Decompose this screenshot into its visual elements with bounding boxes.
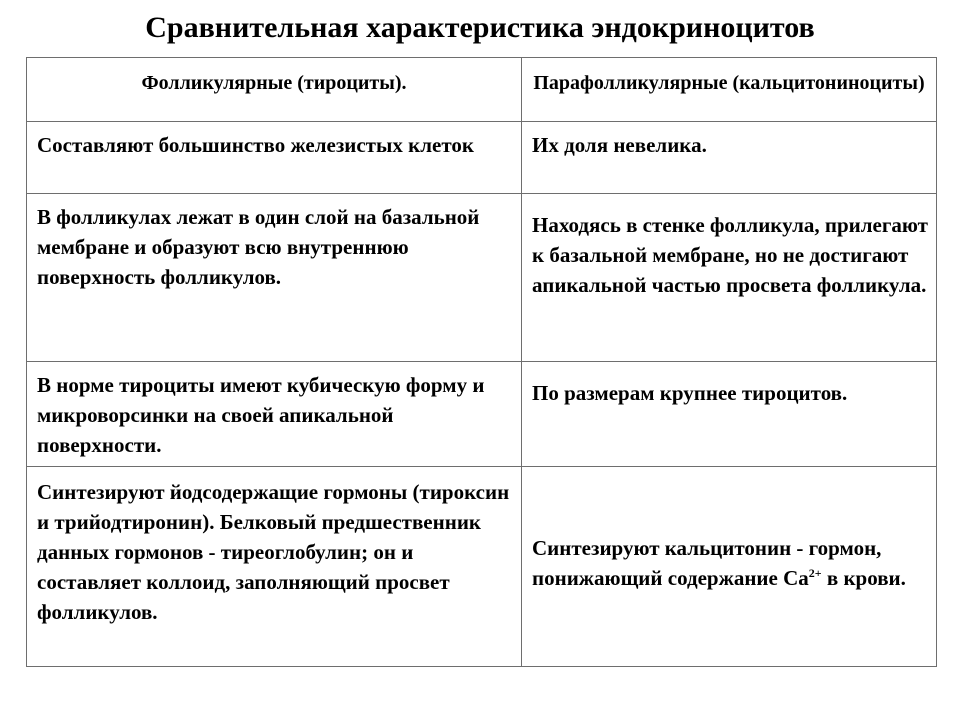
table-row bbox=[27, 122, 937, 194]
cell-follicular: Синтезируют йодсодержащие гормоны (тироксин и трийодтиронин). Белковый предшественник данных гормонов - тиреоглобулин; он и составляет коллоид, заполняющий просвет фолликулов. bbox=[27, 467, 522, 667]
table-row bbox=[27, 467, 937, 667]
comparison-table bbox=[26, 57, 937, 667]
cell-parafollicular: Находясь в стенке фолликула, прилегают к базальной мембране, но не достигают апикальной частью просвета фолликула. bbox=[522, 194, 937, 362]
header-parafollicular: Парафолликулярные (кальцитониноциты) bbox=[522, 58, 937, 122]
cell-parafollicular: Их доля невелика. bbox=[522, 122, 937, 194]
cell-follicular: В норме тироциты имеют кубическую форму и микроворсинки на своей апикальной поверхности. bbox=[27, 362, 522, 467]
cell-text: Синтезируют кальцитонин - гормон, понижающий содержание Са bbox=[532, 535, 882, 590]
table-row bbox=[27, 194, 937, 362]
cell-follicular: В фолликулах лежат в один слой на базальной мембране и образуют всю внутреннюю поверхность фолликулов. bbox=[27, 194, 522, 362]
header-follicular: Фолликулярные (тироциты). bbox=[27, 58, 522, 122]
table-row bbox=[27, 362, 937, 467]
cell-parafollicular bbox=[522, 467, 937, 667]
cell-text-end: в крови. bbox=[821, 565, 906, 590]
table-header-row bbox=[27, 58, 937, 122]
cell-parafollicular: По размерам крупнее тироцитов. bbox=[522, 362, 937, 467]
page-title: Сравнительная характеристика эндокриноцитов bbox=[145, 11, 815, 44]
cell-follicular: Составляют большинство железистых клеток bbox=[27, 122, 522, 194]
superscript-charge: 2+ bbox=[808, 565, 822, 580]
